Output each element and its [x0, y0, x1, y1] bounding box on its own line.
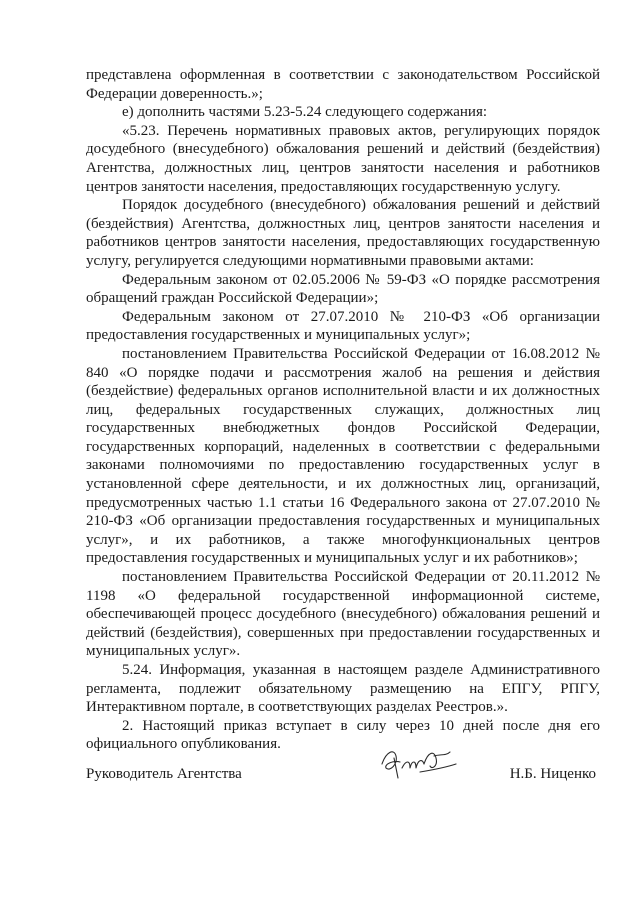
document-body	[86, 66, 600, 754]
signatory-name: Н.Б. Ниценко	[509, 766, 596, 782]
paragraph-5-23: «5.23. Перечень нормативных правовых актов, регулирующих порядок досудебного (внесудебного) обжалования решений и действий (бездействия) Агентства, должностных лиц, центров занятости населения и работников центров занятости населения, предоставляющих государственную услугу.	[86, 122, 600, 195]
paragraph-amendment-e: е) дополнить частями 5.23-5.24 следующего содержания:	[122, 104, 488, 121]
paragraph-law-59-fz: Федеральным законом от 02.05.2006 № 59-ФЗ «О порядке рассмотрения обращений граждан Российской Федерации»;	[86, 271, 600, 307]
paragraph-5-24: 5.24. Информация, указанная в настоящем разделе Административного регламента, подлежит обязательному размещению на ЕПГУ, РПГУ, Интерактивном портале, в соответствующих разделах Реестров.».	[86, 662, 600, 716]
signatory-title: Руководитель Агентства	[86, 766, 242, 782]
paragraph-appeal-procedure: Порядок досудебного (внесудебного) обжалования решений и действий (бездействия) Агентства, должностных лиц, центров занятости населения и работников центров занятости населения, предоставляющих государственную услугу, регулируется следующими нормативными правовыми актами:	[86, 197, 600, 269]
handwritten-signature	[376, 738, 460, 786]
paragraph-order-effective: 2. Настоящий приказ вступает в силу через 10 дней после дня его официального опубликования.	[86, 717, 600, 753]
paragraph-resolution-840: постановлением Правительства Российской Федерации от 16.08.2012 № 840 «О порядке подачи и рассмотрения жалоб на решения и действия (бездействие) федеральных органов исполнительной власти и их должностных лиц, федеральных государственных служащих, должностных лиц государственных внебюджетных фондов Российской Федерации, государственных корпораций, наделенных в соответствии с федеральными законами полномочиями по предоставлению государственных услуг в установленной сфере деятельности, и их должностных лиц, организаций, предусмотренных частью 1.1 статьи 16 Федерального закона от 27.07.2010 № 210-ФЗ «Об организации предоставления государственных и муниципальных услуг», и их работников, а также многофункциональных центров предоставления государственных и муниципальных услуг и их работников»;	[86, 345, 600, 567]
paragraph-continuation: представлена оформленная в соответствии с законодательством Российской Федерации доверенность.»;	[86, 67, 600, 102]
paragraph-law-210-fz: Федеральным законом от 27.07.2010 № 210-ФЗ «Об организации предоставления государственных и муниципальных услуг»;	[86, 308, 600, 344]
paragraph-resolution-1198: постановлением Правительства Российской Федерации от 20.11.2012 № 1198 «О федеральной государственной информационной системе, обеспечивающей процесс досудебного (внесудебного) обжалования решений и действий (бездействия), совершенных при предоставлении государственных и муниципальных услуг».	[86, 569, 600, 660]
